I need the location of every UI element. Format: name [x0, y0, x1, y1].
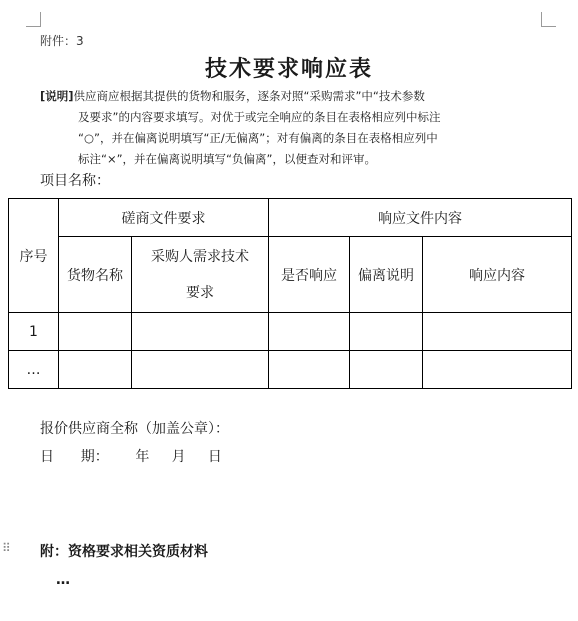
goods-name-cell[interactable]	[59, 351, 132, 389]
whether-respond-cell[interactable]	[269, 351, 350, 389]
row-seq-cell: …	[9, 351, 59, 389]
appendix-title: 附：资格要求相关资质材料	[40, 544, 208, 560]
row-seq-cell: 1	[9, 313, 59, 351]
date-line: 日 期： 年 月 日	[40, 449, 222, 465]
header-buyer-requirement	[132, 237, 269, 313]
note-label: [说明]	[40, 89, 74, 103]
page-corner-mark-top-left	[26, 12, 41, 27]
header-response-content: 响应文件内容	[269, 199, 572, 237]
goods-name-cell[interactable]	[59, 313, 132, 351]
response-detail-cell[interactable]	[423, 351, 572, 389]
table-row	[9, 351, 572, 389]
header-tender-requirements: 磋商文件要求	[59, 199, 269, 237]
supplier-name-label: 报价供应商全称（加盖公章）：	[40, 421, 229, 437]
header-response-detail: 响应内容	[423, 237, 572, 313]
header-whether-respond: 是否响应	[269, 237, 350, 313]
deviation-note-cell[interactable]	[350, 313, 423, 351]
header-deviation-note: 偏离说明	[350, 237, 423, 313]
header-buyer-requirement-line-2: 要求	[186, 284, 214, 301]
header-seq: 序号	[9, 199, 59, 313]
requirements-table	[8, 198, 572, 389]
appendix-ellipsis: …	[56, 572, 70, 588]
instruction-note	[40, 86, 540, 170]
whether-respond-cell[interactable]	[269, 313, 350, 351]
header-buyer-requirement-line-1: 采购人需求技术	[151, 248, 249, 265]
buyer-requirement-cell[interactable]	[132, 313, 269, 351]
header-goods-name: 货物名称	[59, 237, 132, 313]
project-name-label: 项目名称：	[40, 173, 110, 189]
attachment-number: 附件：3	[40, 34, 84, 48]
deviation-note-cell[interactable]	[350, 351, 423, 389]
table-header-row-2	[9, 237, 572, 313]
buyer-requirement-cell[interactable]	[132, 351, 269, 389]
note-line-4: 标注“×”，并在偏离说明填写“负偏离”，以便查对和评审。	[78, 152, 376, 166]
document-title: 技术要求响应表	[204, 57, 373, 82]
note-line-1: 供应商应根据其提供的货物和服务，逐条对照“采购需求”中“技术参数	[73, 89, 425, 103]
note-line-2: 及要求”的内容要求填写。对优于或完全响应的条目在表格相应列中标注	[78, 110, 441, 124]
response-detail-cell[interactable]	[423, 313, 572, 351]
table-row	[9, 313, 572, 351]
drag-handle-icon[interactable]: ⠿	[2, 541, 11, 555]
table-header-row-1	[9, 199, 572, 237]
page-corner-mark-top-right	[541, 12, 556, 27]
note-line-3: “○”，并在偏离说明填写“正/无偏离”；对有偏离的条目在表格相应列中	[78, 131, 438, 145]
